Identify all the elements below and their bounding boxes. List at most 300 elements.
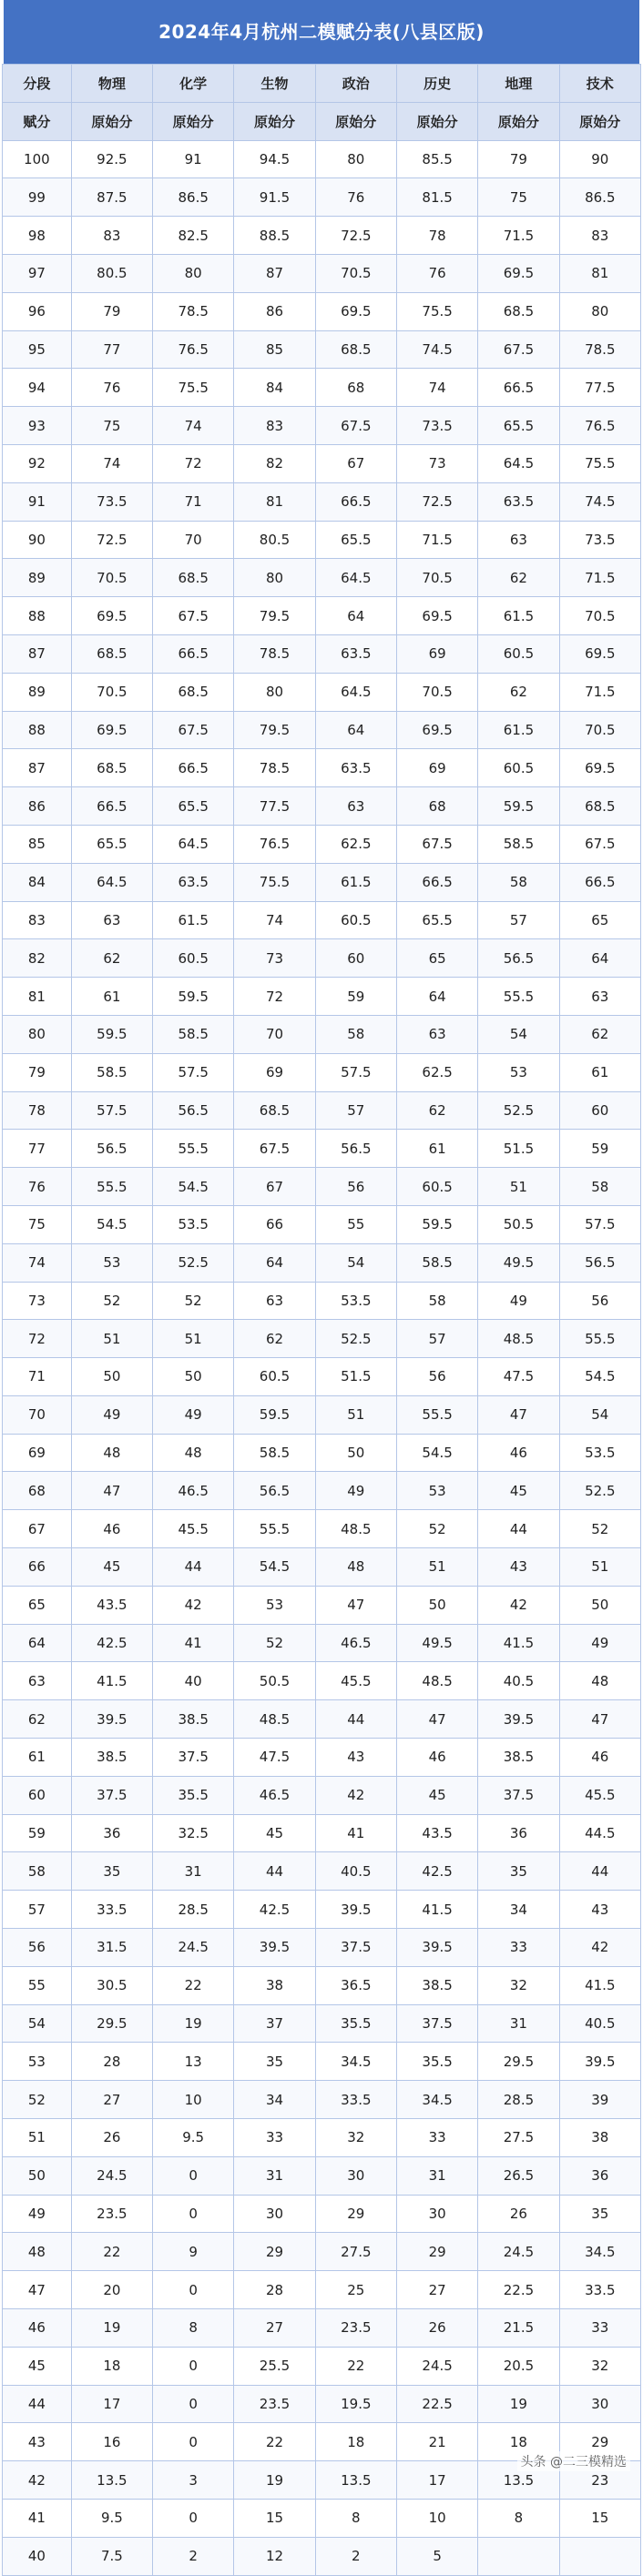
technology-cell: 38 [559,2119,640,2157]
biology-cell: 62 [234,1320,315,1358]
table-row [3,1852,641,1891]
geography-cell: 61.5 [478,711,559,749]
politics-cell: 57.5 [315,1053,396,1091]
chemistry-cell: 49 [153,1395,234,1434]
biology-cell: 47.5 [234,1739,315,1777]
politics-cell: 37.5 [315,1929,396,1967]
history-cell: 65.5 [396,901,477,939]
chemistry-cell: 68.5 [153,673,234,711]
politics-cell: 51.5 [315,1358,396,1396]
history-cell: 76 [396,254,477,292]
biology-cell: 15 [234,2500,315,2538]
geography-cell: 47.5 [478,1358,559,1396]
history-cell: 71.5 [396,521,477,559]
biology-cell: 28 [234,2271,315,2309]
chemistry-cell: 13 [153,2043,234,2081]
assigned-score-cell: 98 [3,217,72,255]
physics-cell: 92.5 [71,140,152,178]
chemistry-cell: 37.5 [153,1739,234,1777]
assigned-score-cell: 88 [3,597,72,635]
physics-cell: 19 [71,2309,152,2348]
technology-cell: 81 [559,254,640,292]
geography-cell: 39.5 [478,1700,559,1739]
biology-cell: 80.5 [234,521,315,559]
biology-cell: 44 [234,1852,315,1891]
table-row [3,1282,641,1320]
physics-cell: 17 [71,2385,152,2423]
biology-cell: 53 [234,1586,315,1624]
politics-cell: 22 [315,2347,396,2385]
assigned-score-cell: 89 [3,559,72,597]
history-cell: 58.5 [396,1243,477,1282]
assigned-score-cell: 54 [3,2004,72,2043]
table-row [3,1662,641,1700]
chemistry-cell: 0 [153,2500,234,2538]
history-cell: 69.5 [396,597,477,635]
chemistry-cell: 63.5 [153,863,234,901]
history-cell: 5 [396,2537,477,2575]
geography-cell: 46 [478,1434,559,1472]
technology-cell: 71.5 [559,559,640,597]
politics-cell: 23.5 [315,2309,396,2348]
assigned-score-cell: 95 [3,330,72,369]
technology-cell: 33 [559,2309,640,2348]
physics-cell: 61 [71,978,152,1016]
subheader-row [3,102,641,140]
biology-cell: 73 [234,939,315,978]
history-cell: 60.5 [396,1168,477,1206]
technology-cell: 47 [559,1700,640,1739]
history-cell: 46 [396,1739,477,1777]
politics-cell: 67.5 [315,407,396,445]
biology-cell: 12 [234,2537,315,2575]
table-row [3,1891,641,1929]
chemistry-cell: 76.5 [153,330,234,369]
history-cell: 17 [396,2461,477,2500]
geography-cell: 58 [478,863,559,901]
history-cell: 69.5 [396,711,477,749]
geography-cell: 43 [478,1548,559,1587]
table-row [3,2043,641,2081]
chemistry-cell: 44 [153,1548,234,1587]
history-cell: 41.5 [396,1891,477,1929]
table-row [3,2233,641,2271]
physics-cell: 46 [71,1510,152,1548]
physics-cell: 41.5 [71,1662,152,1700]
politics-cell: 63 [315,787,396,826]
geography-cell: 48.5 [478,1320,559,1358]
assigned-score-cell: 75 [3,1205,72,1243]
table-row [3,863,641,901]
chemistry-cell: 80 [153,254,234,292]
geography-cell: 28.5 [478,2081,559,2119]
geography-cell: 29.5 [478,2043,559,2081]
physics-cell: 72.5 [71,521,152,559]
technology-cell: 48 [559,1662,640,1700]
assigned-score-cell: 41 [3,2500,72,2538]
biology-cell: 35 [234,2043,315,2081]
assigned-score-cell: 65 [3,1586,72,1624]
history-cell: 49.5 [396,1624,477,1662]
geography-cell: 37.5 [478,1776,559,1814]
table-row [3,292,641,330]
physics-cell: 80.5 [71,254,152,292]
chemistry-cell: 0 [153,2347,234,2385]
politics-cell: 52.5 [315,1320,396,1358]
geography-cell: 51.5 [478,1130,559,1168]
table-row [3,2081,641,2119]
history-cell: 37.5 [396,2004,477,2043]
history-cell: 85.5 [396,140,477,178]
politics-cell: 34.5 [315,2043,396,2081]
biology-cell: 85 [234,330,315,369]
assigned-score-cell: 72 [3,1320,72,1358]
assigned-score-cell: 55 [3,1966,72,2004]
table-row [3,1053,641,1091]
biology-cell: 68.5 [234,1091,315,1130]
physics-cell: 65.5 [71,825,152,863]
table-row [3,482,641,521]
subheader-raw-score: 原始分 [478,102,559,140]
physics-cell: 23.5 [71,2195,152,2233]
physics-cell: 33.5 [71,1891,152,1929]
biology-cell: 84 [234,369,315,407]
chemistry-cell: 2 [153,2537,234,2575]
assigned-score-cell: 97 [3,254,72,292]
chemistry-cell: 10 [153,2081,234,2119]
politics-cell: 72.5 [315,217,396,255]
assigned-score-cell: 99 [3,178,72,217]
table-row [3,2385,641,2423]
chemistry-cell: 0 [153,2271,234,2309]
history-cell: 64 [396,978,477,1016]
politics-cell: 64 [315,597,396,635]
technology-cell: 60 [559,1091,640,1130]
history-cell: 57 [396,1320,477,1358]
chemistry-cell: 60.5 [153,939,234,978]
assigned-score-cell: 79 [3,1053,72,1091]
politics-cell: 69.5 [315,292,396,330]
physics-cell: 68.5 [71,749,152,787]
physics-cell: 20 [71,2271,152,2309]
assigned-score-cell: 47 [3,2271,72,2309]
subheader-raw-score: 原始分 [153,102,234,140]
physics-cell: 26 [71,2119,152,2157]
chemistry-cell: 86.5 [153,178,234,217]
history-cell: 74.5 [396,330,477,369]
politics-cell: 67 [315,444,396,482]
politics-cell: 53.5 [315,1282,396,1320]
technology-cell: 33.5 [559,2271,640,2309]
geography-cell: 22.5 [478,2271,559,2309]
biology-cell: 46.5 [234,1776,315,1814]
assigned-score-cell: 49 [3,2195,72,2233]
geography-cell: 52.5 [478,1091,559,1130]
biology-cell: 70 [234,1015,315,1053]
physics-cell: 43.5 [71,1586,152,1624]
assigned-score-cell: 86 [3,787,72,826]
geography-cell: 35 [478,1852,559,1891]
technology-cell: 65 [559,901,640,939]
physics-cell: 48 [71,1434,152,1472]
physics-cell: 53 [71,1243,152,1282]
history-cell: 26 [396,2309,477,2348]
history-cell: 33 [396,2119,477,2157]
politics-cell: 25 [315,2271,396,2309]
table-row [3,407,641,445]
physics-cell: 57.5 [71,1091,152,1130]
politics-cell: 56.5 [315,1130,396,1168]
table-row [3,1586,641,1624]
technology-cell: 80 [559,292,640,330]
technology-cell: 56 [559,1282,640,1320]
history-cell: 21 [396,2423,477,2461]
header-geography: 地理 [478,65,559,103]
chemistry-cell: 41 [153,1624,234,1662]
chemistry-cell: 24.5 [153,1929,234,1967]
assigned-score-cell: 63 [3,1662,72,1700]
biology-cell: 86 [234,292,315,330]
geography-cell: 62 [478,673,559,711]
history-cell: 39.5 [396,1929,477,1967]
assigned-score-cell: 51 [3,2119,72,2157]
chemistry-cell: 50 [153,1358,234,1396]
header-physics: 物理 [71,65,152,103]
geography-cell: 27.5 [478,2119,559,2157]
biology-cell: 87 [234,254,315,292]
assigned-score-cell: 58 [3,1852,72,1891]
physics-cell: 52 [71,1282,152,1320]
chemistry-cell: 38.5 [153,1700,234,1739]
physics-cell: 55.5 [71,1168,152,1206]
politics-cell: 47 [315,1586,396,1624]
chemistry-cell: 32.5 [153,1814,234,1852]
chemistry-cell: 91 [153,140,234,178]
geography-cell: 41.5 [478,1624,559,1662]
history-cell: 54.5 [396,1434,477,1472]
physics-cell: 74 [71,444,152,482]
biology-cell: 72 [234,978,315,1016]
physics-cell: 73.5 [71,482,152,521]
chemistry-cell: 74 [153,407,234,445]
politics-cell: 55 [315,1205,396,1243]
table-row [3,1243,641,1282]
subject-header-row [3,65,641,103]
biology-cell: 58.5 [234,1434,315,1472]
assigned-score-cell: 68 [3,1472,72,1510]
physics-cell: 39.5 [71,1700,152,1739]
biology-cell: 80 [234,559,315,597]
history-cell: 35.5 [396,2043,477,2081]
chemistry-cell: 46.5 [153,1472,234,1510]
history-cell: 73.5 [396,407,477,445]
politics-cell: 64.5 [315,559,396,597]
header-technology: 技术 [559,65,640,103]
header-chemistry: 化学 [153,65,234,103]
politics-cell: 49 [315,1472,396,1510]
table-row [3,711,641,749]
geography-cell: 38.5 [478,1739,559,1777]
geography-cell: 56.5 [478,939,559,978]
history-cell: 69 [396,634,477,673]
assigned-score-cell: 62 [3,1700,72,1739]
table-row [3,2004,641,2043]
assigned-score-cell: 78 [3,1091,72,1130]
politics-cell: 56 [315,1168,396,1206]
history-cell: 70.5 [396,559,477,597]
assigned-score-cell: 88 [3,711,72,749]
history-cell: 47 [396,1700,477,1739]
history-cell: 68 [396,787,477,826]
biology-cell: 63 [234,1282,315,1320]
history-cell: 70.5 [396,673,477,711]
geography-cell: 8 [478,2500,559,2538]
politics-cell: 60 [315,939,396,978]
table-row [3,901,641,939]
geography-cell: 63.5 [478,482,559,521]
table-row [3,254,641,292]
assigned-score-cell: 100 [3,140,72,178]
assigned-score-cell: 59 [3,1814,72,1852]
chemistry-cell: 82.5 [153,217,234,255]
chemistry-cell: 0 [153,2385,234,2423]
biology-cell: 78.5 [234,634,315,673]
technology-cell: 46 [559,1739,640,1777]
physics-cell: 69.5 [71,597,152,635]
chemistry-cell: 53.5 [153,1205,234,1243]
physics-cell: 64.5 [71,863,152,901]
politics-cell: 30 [315,2156,396,2195]
assigned-score-cell: 45 [3,2347,72,2385]
biology-cell: 27 [234,2309,315,2348]
assigned-score-cell: 46 [3,2309,72,2348]
biology-cell: 52 [234,1624,315,1662]
biology-cell: 78.5 [234,749,315,787]
politics-cell: 68.5 [315,330,396,369]
geography-cell: 65.5 [478,407,559,445]
physics-cell: 27 [71,2081,152,2119]
biology-cell: 33 [234,2119,315,2157]
geography-cell: 68.5 [478,292,559,330]
geography-cell: 67.5 [478,330,559,369]
table-row [3,1624,641,1662]
physics-cell: 79 [71,292,152,330]
history-cell: 53 [396,1472,477,1510]
assigned-score-cell: 50 [3,2156,72,2195]
physics-cell: 22 [71,2233,152,2271]
physics-cell: 37.5 [71,1776,152,1814]
politics-cell: 62.5 [315,825,396,863]
history-cell: 34.5 [396,2081,477,2119]
physics-cell: 70.5 [71,673,152,711]
geography-cell: 64.5 [478,444,559,482]
biology-cell: 94.5 [234,140,315,178]
politics-cell: 27.5 [315,2233,396,2271]
table-row [3,1548,641,1587]
geography-cell: 51 [478,1168,559,1206]
biology-cell: 76.5 [234,825,315,863]
biology-cell: 31 [234,2156,315,2195]
physics-cell: 83 [71,217,152,255]
geography-cell: 53 [478,1053,559,1091]
technology-cell: 70.5 [559,597,640,635]
geography-cell: 58.5 [478,825,559,863]
technology-cell: 71.5 [559,673,640,711]
history-cell: 75.5 [396,292,477,330]
chemistry-cell: 61.5 [153,901,234,939]
history-cell: 69 [396,749,477,787]
technology-cell: 63 [559,978,640,1016]
technology-cell: 56.5 [559,1243,640,1282]
geography-cell: 18 [478,2423,559,2461]
biology-cell: 37 [234,2004,315,2043]
table-row [3,2537,641,2575]
table-row [3,1814,641,1852]
technology-cell: 34.5 [559,2233,640,2271]
table-row [3,559,641,597]
technology-cell: 70.5 [559,711,640,749]
geography-cell: 26 [478,2195,559,2233]
chemistry-cell: 0 [153,2156,234,2195]
table-row [3,1739,641,1777]
chemistry-cell: 71 [153,482,234,521]
biology-cell: 77.5 [234,787,315,826]
table-row [3,2500,641,2538]
geography-cell: 44 [478,1510,559,1548]
politics-cell: 29 [315,2195,396,2233]
history-cell: 63 [396,1015,477,1053]
politics-cell: 66.5 [315,482,396,521]
politics-cell: 41 [315,1814,396,1852]
table-row [3,521,641,559]
table-row [3,1434,641,1472]
watermark: 头条 @二三模精选 [517,2451,630,2471]
assigned-score-cell: 61 [3,1739,72,1777]
assigned-score-cell: 93 [3,407,72,445]
history-cell: 72.5 [396,482,477,521]
assigned-score-cell: 77 [3,1130,72,1168]
table-row [3,673,641,711]
technology-cell: 35 [559,2195,640,2233]
chemistry-cell: 70 [153,521,234,559]
politics-cell: 46.5 [315,1624,396,1662]
chemistry-cell: 54.5 [153,1168,234,1206]
chemistry-cell: 66.5 [153,634,234,673]
chemistry-cell: 65.5 [153,787,234,826]
chemistry-cell: 8 [153,2309,234,2348]
technology-cell: 42 [559,1929,640,1967]
table-row [3,749,641,787]
table-row [3,1472,641,1510]
physics-cell: 77 [71,330,152,369]
assigned-score-cell: 42 [3,2461,72,2500]
politics-cell: 80 [315,140,396,178]
technology-cell: 86.5 [559,178,640,217]
technology-cell: 52 [559,1510,640,1548]
politics-cell: 68 [315,369,396,407]
physics-cell: 76 [71,369,152,407]
physics-cell: 70.5 [71,559,152,597]
politics-cell: 64.5 [315,673,396,711]
table-row [3,1700,641,1739]
table-row [3,2156,641,2195]
geography-cell: 60.5 [478,749,559,787]
assigned-score-cell: 89 [3,673,72,711]
history-cell: 27 [396,2271,477,2309]
history-cell: 29 [396,2233,477,2271]
table-title: 2024年4月杭州二模赋分表(八县区版) [4,0,639,64]
subheader-raw-score: 原始分 [315,102,396,140]
